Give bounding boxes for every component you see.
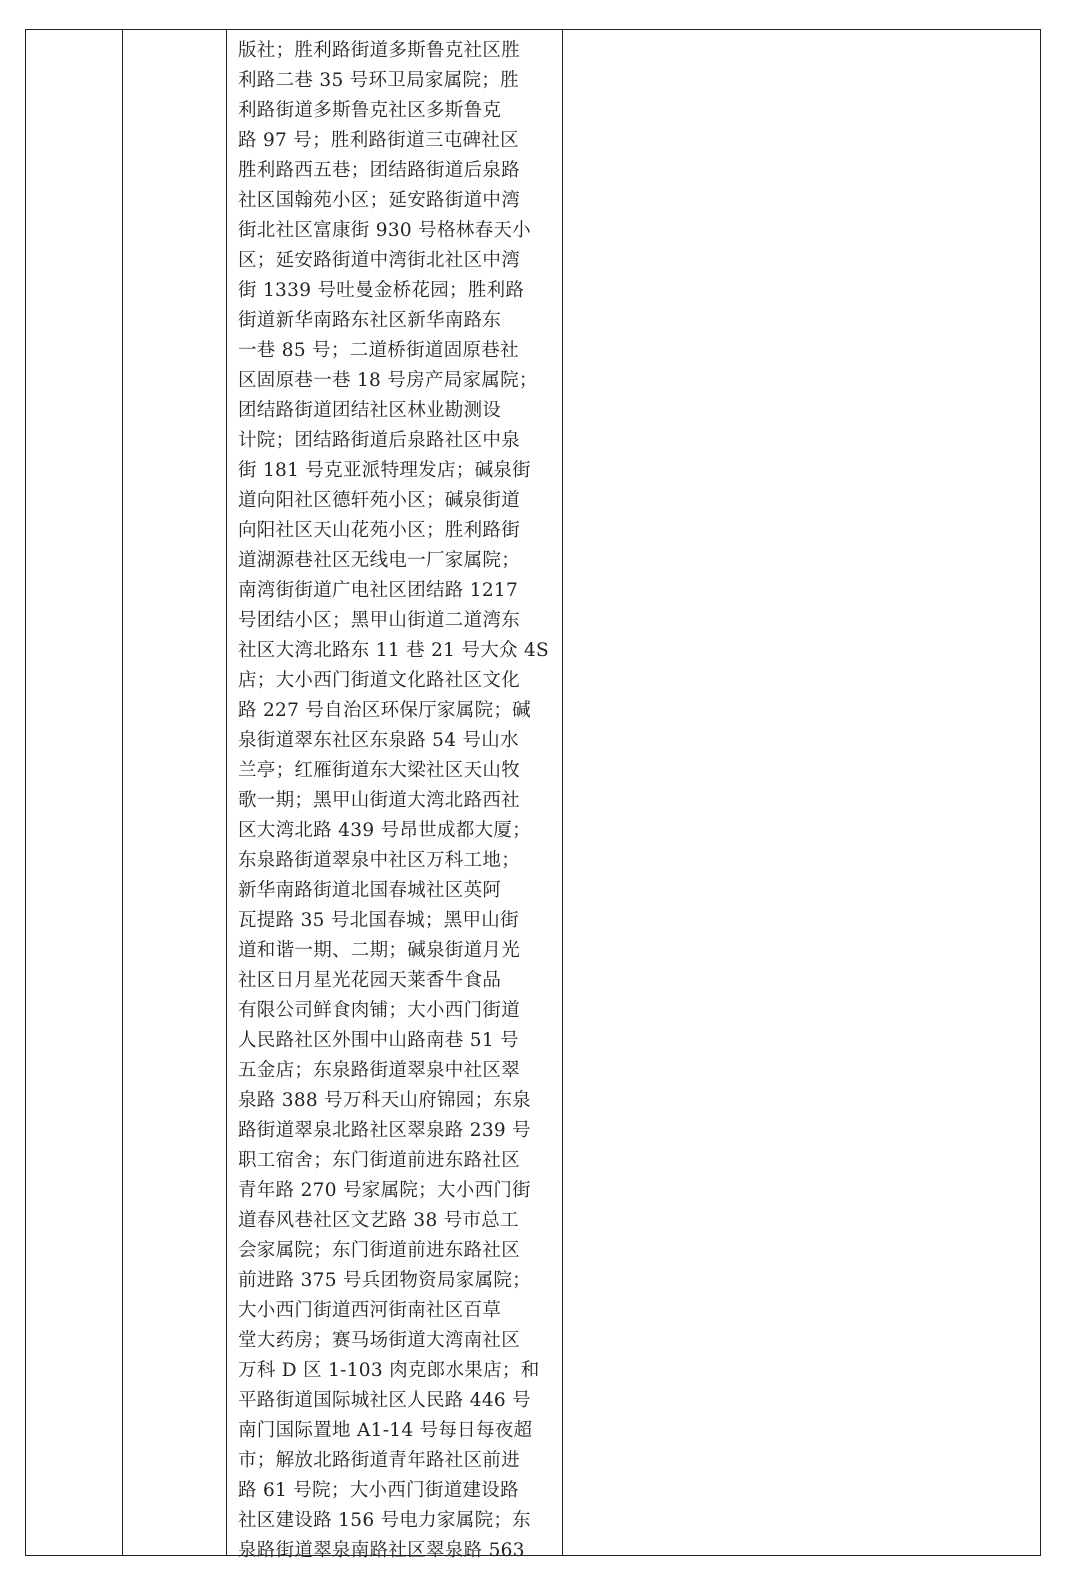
address-cell-line: 向阳社区天山花苑小区；胜利路街 xyxy=(238,520,521,541)
column-divider-2 xyxy=(226,30,227,1555)
address-cell-line: 道春风巷社区文艺路 38 号市总工 xyxy=(238,1210,519,1231)
address-cell-line: 社区大湾北路东 11 巷 21 号大众 4S xyxy=(238,640,550,661)
address-cell-line: 区；延安路街道中湾街北社区中湾 xyxy=(238,250,521,271)
address-cell-line: 店；大小西门街道文化路社区文化 xyxy=(238,670,521,691)
address-cell-line: 团结路街道团结社区林业勘测设 xyxy=(238,400,502,421)
address-cell-line: 泉路 388 号万科天山府锦园；东泉 xyxy=(238,1090,531,1111)
address-cell-line: 街 181 号克亚派特理发店；碱泉街 xyxy=(238,460,531,481)
address-cell-line: 有限公司鲜食肉铺；大小西门街道 xyxy=(238,1000,521,1021)
address-cell-line: 版社；胜利路街道多斯鲁克社区胜 xyxy=(238,40,521,61)
address-cell-line: 路 227 号自治区环保厅家属院；碱 xyxy=(238,700,531,721)
address-cell-line: 青年路 270 号家属院；大小西门街 xyxy=(238,1180,531,1201)
address-cell-line: 号团结小区；黑甲山街道二道湾东 xyxy=(238,610,521,631)
address-cell-line: 职工宿舍；东门街道前进东路社区 xyxy=(238,1150,521,1171)
column-divider-1 xyxy=(122,30,123,1555)
address-cell-line: 胜利路西五巷；团结路街道后泉路 xyxy=(238,160,521,181)
address-cell-line: 道湖源巷社区无线电一厂家属院； xyxy=(238,550,521,571)
address-cell-line: 路街道翠泉北路社区翠泉路 239 号 xyxy=(238,1120,531,1141)
address-cell-line: 前进路 375 号兵团物资局家属院； xyxy=(238,1270,531,1291)
address-cell-line: 计院；团结路街道后泉路社区中泉 xyxy=(238,430,521,451)
address-cell-line: 利路街道多斯鲁克社区多斯鲁克 xyxy=(238,100,502,121)
address-cell-line: 道和谐一期、二期；碱泉街道月光 xyxy=(238,940,521,961)
address-cell-line: 会家属院；东门街道前进东路社区 xyxy=(238,1240,521,1261)
address-cell-line: 社区建设路 156 号电力家属院；东 xyxy=(238,1510,531,1531)
address-cell-line: 市；解放北路街道青年路社区前进 xyxy=(238,1450,521,1471)
address-cell-line: 路 97 号；胜利路街道三屯碑社区 xyxy=(238,130,519,151)
address-cell-line: 街北社区富康街 930 号格林春天小 xyxy=(238,220,531,241)
address-cell-line: 堂大药房；赛马场街道大湾南社区 xyxy=(238,1330,521,1351)
address-cell-line: 利路二巷 35 号环卫局家属院；胜 xyxy=(238,70,519,91)
address-cell-line: 瓦提路 35 号北国春城；黑甲山街 xyxy=(238,910,519,931)
address-cell-line: 东泉路街道翠泉中社区万科工地； xyxy=(238,850,521,871)
address-cell-line: 人民路社区外围中山路南巷 51 号 xyxy=(238,1030,519,1051)
address-cell-line: 兰亭；红雁街道东大梁社区天山牧 xyxy=(238,760,521,781)
address-cell-line: 大小西门街道西河街南社区百草 xyxy=(238,1300,502,1321)
table-frame xyxy=(25,29,1041,1561)
address-cell-line: 社区日月星光花园天莱香牛食品 xyxy=(238,970,502,991)
address-cell-line: 街道新华南路东社区新华南路东 xyxy=(238,310,502,331)
address-cell-line: 五金店；东泉路街道翠泉中社区翠 xyxy=(238,1060,521,1081)
address-cell-line: 路 61 号院；大小西门街道建设路 xyxy=(238,1480,519,1501)
column-divider-3 xyxy=(562,30,563,1555)
address-cell-line: 南门国际置地 A1-14 号每日每夜超 xyxy=(238,1420,533,1441)
address-cell-line: 区固原巷一巷 18 号房产局家属院； xyxy=(238,370,538,391)
address-cell-line: 一巷 85 号；二道桥街道固原巷社 xyxy=(238,340,519,361)
address-cell-line: 社区国翰苑小区；延安路街道中湾 xyxy=(238,190,521,211)
address-cell-line: 歌一期；黑甲山街道大湾北路西社 xyxy=(238,790,521,811)
address-cell-line: 平路街道国际城社区人民路 446 号 xyxy=(238,1390,531,1411)
address-cell-line: 泉路街道翠泉南路社区翠泉路 563 xyxy=(238,1540,525,1561)
address-cell-line: 区大湾北路 439 号昂世成都大厦； xyxy=(238,820,531,841)
address-cell-line: 新华南路街道北国春城社区英阿 xyxy=(238,880,502,901)
address-cell xyxy=(234,30,554,1566)
address-cell-line: 万科 D 区 1-103 肉克郎水果店；和 xyxy=(238,1360,540,1381)
address-cell-line: 泉街道翠东社区东泉路 54 号山水 xyxy=(238,730,519,751)
address-cell-line: 南湾街街道广电社区团结路 1217 xyxy=(238,580,519,601)
address-cell-line: 道向阳社区德轩苑小区；碱泉街道 xyxy=(238,490,521,511)
address-cell-line: 街 1339 号吐曼金桥花园；胜利路 xyxy=(238,280,525,301)
